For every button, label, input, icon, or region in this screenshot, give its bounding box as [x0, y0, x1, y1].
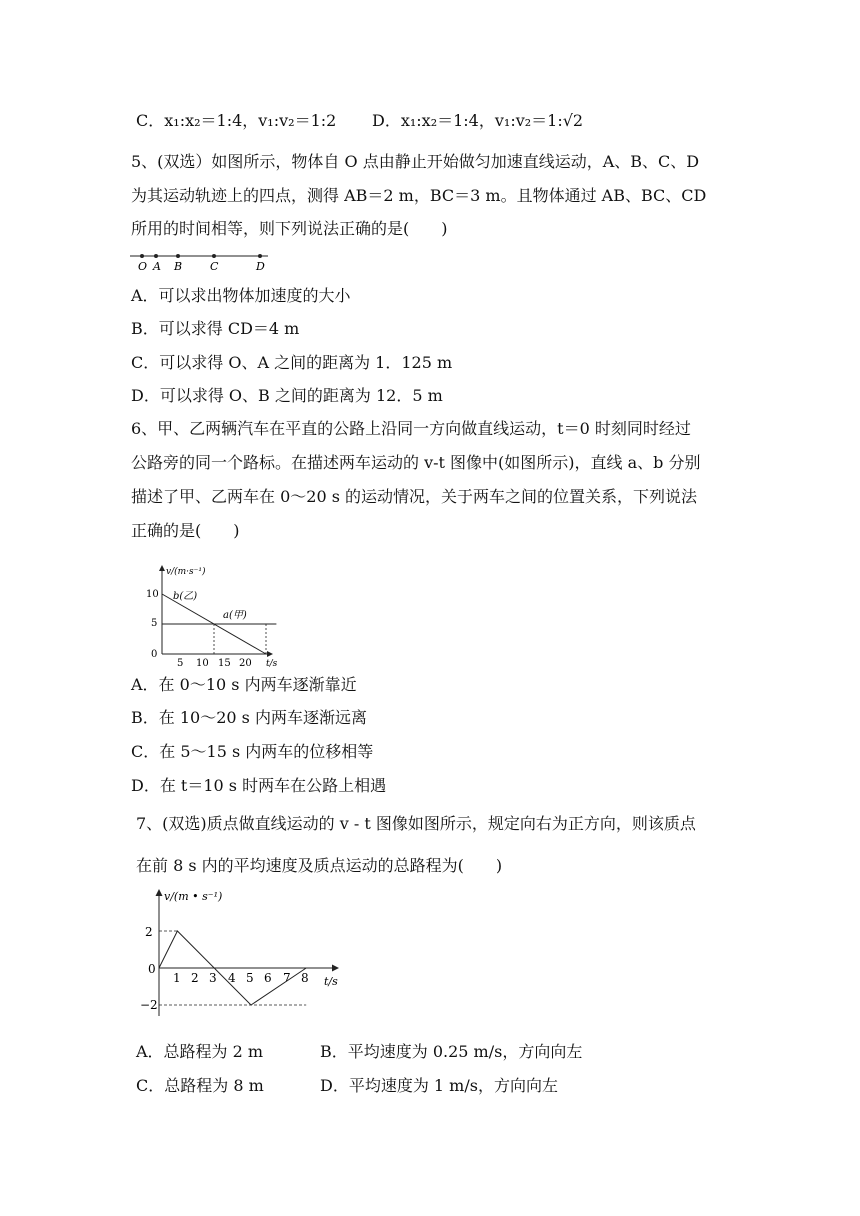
q7-xtick-1: 1 — [173, 971, 181, 985]
q7-x-label: t/s — [324, 975, 338, 988]
q4-option-c-body: x₁:x₂＝1:4，v₁:v₂＝1:2 — [164, 111, 337, 130]
q4-option-d-text: D． — [372, 111, 401, 130]
q6-xtick-10: 10 — [196, 658, 209, 669]
q6-stem-line-1: 6、甲、乙两辆汽车在平直的公路上沿同一方向做直线运动，t＝0 时刻同时经过 — [131, 419, 691, 438]
q7-xtick-4: 4 — [228, 971, 236, 985]
q7-ytick-0: 0 — [148, 962, 156, 976]
q5-option-b: B．可以求得 CD＝4 m — [131, 319, 300, 338]
q7-stem-line-1: 7、(双选)质点做直线运动的 v - t 图像如图所示，规定向右为正方向，则该质点 — [136, 814, 696, 833]
q4-option-d — [372, 110, 583, 132]
q5-point-c — [212, 254, 216, 258]
q7-option-c: C．总路程为 8 m — [136, 1076, 264, 1095]
q6-stem-line-4: 正确的是( ) — [131, 521, 240, 540]
q6-xtick-20: 20 — [239, 658, 252, 669]
q7-xtick-6: 6 — [264, 971, 272, 985]
q5-stem-line-1: 5、(双选）如图所示，物体自 O 点由静止开始做匀加速直线运动，A、B、C、D — [131, 152, 700, 171]
q7-vt-chart — [140, 886, 350, 1026]
q7-option-d: D．平均速度为 1 m/s，方向向左 — [320, 1076, 558, 1095]
q4-option-d-body: x₁:x₂＝1:4，v₁:v₂＝1:√2 — [400, 111, 584, 130]
q6-x-label: t/s — [266, 659, 278, 669]
q6-xtick-5: 5 — [177, 658, 184, 669]
q6-label-a: a(甲) — [223, 610, 247, 621]
q5-label-o: O — [138, 260, 148, 273]
q7-xtick-2: 2 — [191, 971, 199, 985]
q7-xtick-3: 3 — [209, 971, 217, 985]
q5-label-c: C — [210, 260, 219, 273]
q5-label-a: A — [153, 260, 161, 273]
q6-option-d: D．在 t＝10 s 时两车在公路上相遇 — [131, 776, 387, 795]
q6-ytick-5: 5 — [151, 618, 158, 629]
q7-option-a: A．总路程为 2 m — [136, 1042, 264, 1061]
q4-option-c — [136, 110, 336, 132]
q7-xtick-5: 5 — [246, 971, 254, 985]
q5-track-figure — [128, 248, 278, 276]
q6-vt-chart — [140, 562, 300, 672]
q5-point-o — [140, 254, 144, 258]
q6-stem-line-2: 公路旁的同一个路标。在描述两车运动的 v-t 图像中(如图所示)，直线 a、b 分别 — [131, 453, 701, 472]
q7-ytick-neg2: −2 — [140, 998, 158, 1012]
q7-xtick-7: 7 — [283, 971, 291, 985]
q6-y-label: v/(m·s⁻¹) — [166, 567, 206, 577]
q5-label-d: D — [256, 260, 265, 273]
q6-ytick-10: 10 — [146, 589, 159, 600]
q6-option-a: A．在 0～10 s 内两车逐渐靠近 — [131, 675, 357, 694]
q5-label-b: B — [174, 260, 183, 273]
q7-option-b: B．平均速度为 0.25 m/s，方向向左 — [320, 1042, 583, 1061]
q5-stem-line-3: 所用的时间相等，则下列说法正确的是( ) — [131, 219, 448, 238]
q5-option-c: C．可以求得 O、A 之间的距离为 1．125 m — [131, 353, 453, 372]
q6-label-b: b(乙) — [173, 591, 198, 602]
q6-xtick-15: 15 — [218, 658, 231, 669]
q4-option-c-text: C． — [136, 111, 165, 130]
q6-ytick-0: 0 — [151, 649, 158, 660]
q5-point-d — [258, 254, 262, 258]
q6-option-b: B．在 10～20 s 内两车逐渐远离 — [131, 708, 367, 727]
q5-option-a: A．可以求出物体加速度的大小 — [131, 286, 351, 305]
q5-point-a — [154, 254, 158, 258]
q7-y-label: v/(m • s⁻¹) — [164, 890, 223, 903]
q5-stem-line-2: 为其运动轨迹上的四点，测得 AB＝2 m，BC＝3 m。且物体通过 AB、BC、CD — [131, 186, 707, 205]
q6-stem-line-3: 描述了甲、乙两车在 0～20 s 的运动情况，关于两车之间的位置关系，下列说法 — [131, 487, 698, 506]
q5-point-b — [176, 254, 180, 258]
q7-xtick-8: 8 — [301, 971, 309, 985]
q6-option-c: C．在 5～15 s 内两车的位移相等 — [131, 742, 374, 761]
q5-option-d: D．可以求得 O、B 之间的距离为 12．5 m — [131, 386, 443, 405]
q7-ytick-2: 2 — [145, 925, 153, 939]
q7-stem-line-2: 在前 8 s 内的平均速度及质点运动的总路程为( ) — [136, 856, 503, 875]
